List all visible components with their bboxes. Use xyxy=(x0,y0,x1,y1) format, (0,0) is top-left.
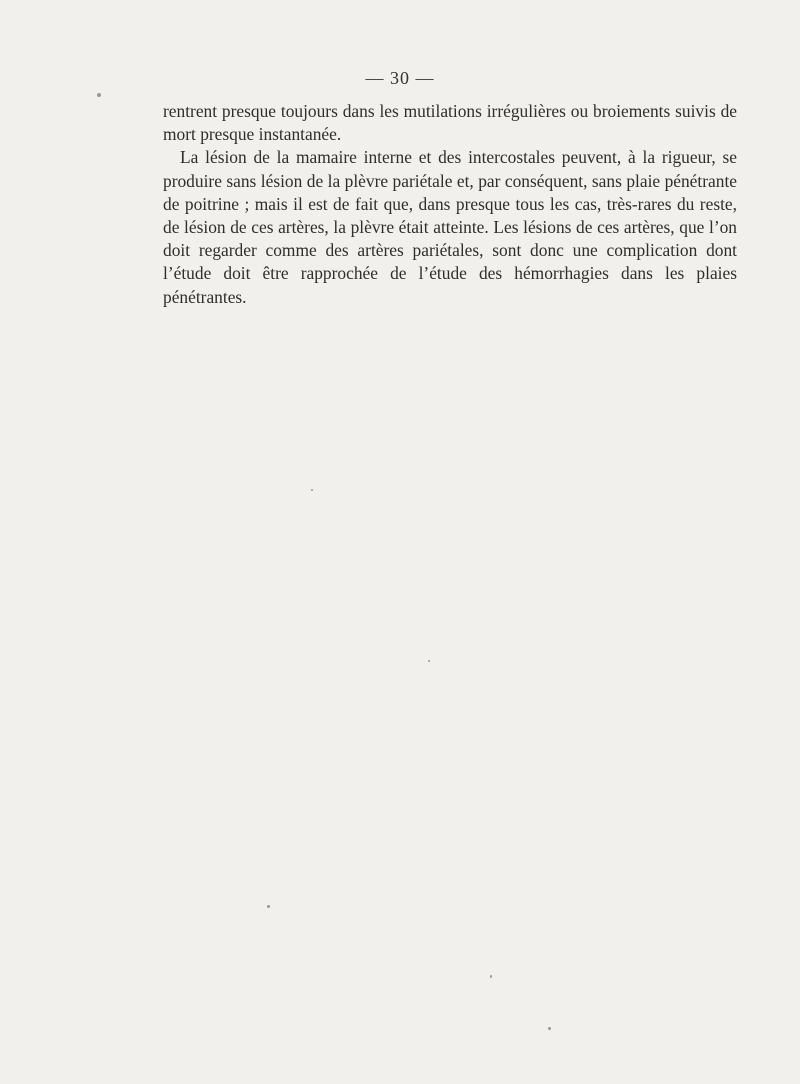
page-number: — 30 — xyxy=(365,68,435,88)
paragraph: La lésion de la mamaire interne et des intercostales peuvent, à la rigueur, se produire sans lésion de la plèvre pariétale et, par conséquent, sans plaie pénétrante de poitrine ; mais il est de fait que, dans presque tous les cas, très-rares du reste, de lésion de ces artères, la plèvre était atteinte. Les lésions de ces artères, que l’on doit regarder comme des artères pariétales, sont donc une complication dont l’étude doit être rapprochée de l’étude des hémorrhagies dans les plaies pénétrantes. xyxy=(163,147,737,307)
paragraph-continuation: rentrent presque toujours dans les mutilations irrégulières ou broiements suivis de mort presque instantanée. xyxy=(163,101,737,145)
paper-speck xyxy=(97,93,101,97)
paper-speck xyxy=(428,660,430,662)
paper-speck xyxy=(311,489,313,491)
paper-speck xyxy=(490,975,492,978)
paper-speck xyxy=(267,905,270,908)
body-text xyxy=(163,100,737,309)
paper-speck xyxy=(548,1027,551,1030)
